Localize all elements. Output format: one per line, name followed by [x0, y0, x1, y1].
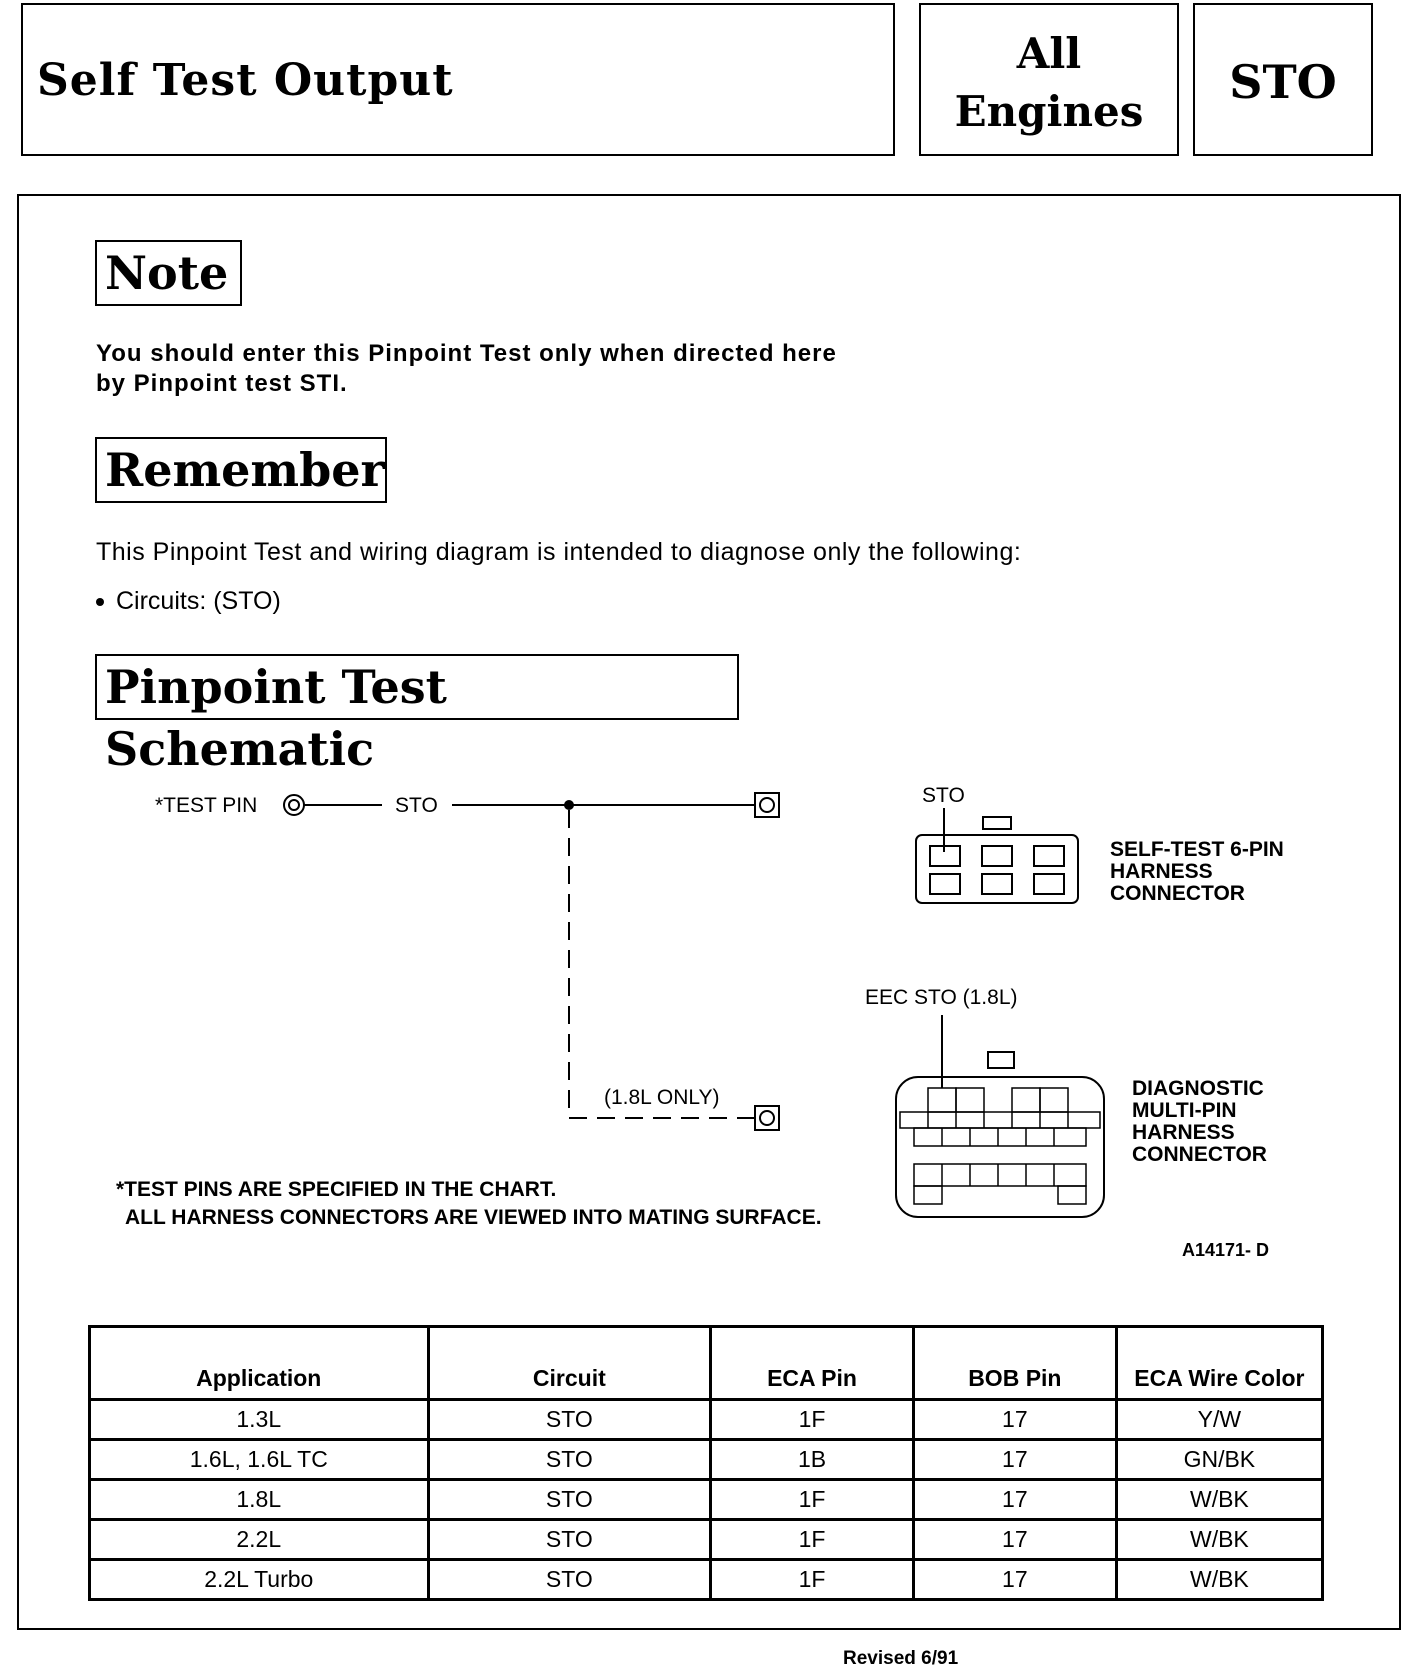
cell-application: 1.3L [90, 1400, 429, 1440]
test-pin-label: *TEST PIN [155, 794, 258, 817]
cell-circuit: STO [428, 1480, 711, 1520]
footnote-line-2: ALL HARNESS CONNECTORS ARE VIEWED INTO MATING SURFACE. [125, 1206, 822, 1229]
table-row [90, 1400, 1323, 1440]
cell-bob-pin: 17 [913, 1520, 1116, 1560]
diagnostic-connector-icon [896, 1052, 1104, 1217]
table-header-row [90, 1327, 1323, 1400]
dashed-branch-wire [569, 810, 755, 1118]
schematic-heading: Pinpoint Test Schematic [95, 654, 739, 720]
pin-chart-table [88, 1325, 1324, 1601]
cell-circuit: STO [428, 1400, 711, 1440]
table-row [90, 1440, 1323, 1480]
engines-label: All Engines [954, 29, 1144, 136]
connector1-name-line-1: SELF-TEST 6-PIN [1110, 838, 1284, 861]
cell-application: 2.2L Turbo [90, 1560, 429, 1600]
connector2-name-line-1: DIAGNOSTIC [1132, 1077, 1264, 1100]
table-row [90, 1520, 1323, 1560]
note-heading: Note [95, 240, 242, 306]
col-eca-pin: ECA Pin [711, 1327, 914, 1400]
note-text-line-1: You should enter this Pinpoint Test only when directed here [96, 340, 837, 367]
connector1-sto-label: STO [922, 784, 965, 807]
col-application: Application [90, 1327, 429, 1400]
connector2-sto-label: EEC STO (1.8L) [865, 986, 1018, 1009]
self-test-connector-icon [916, 817, 1078, 903]
connector1-name-line-3: CONNECTOR [1110, 882, 1245, 905]
wire-junction-dot [564, 800, 574, 810]
cell-circuit: STO [428, 1560, 711, 1600]
cell-bob-pin: 17 [913, 1560, 1116, 1600]
figure-id: A14171- D [1182, 1240, 1270, 1260]
only-label: (1.8L ONLY) [604, 1086, 720, 1109]
cell-bob-pin: 17 [913, 1440, 1116, 1480]
cell-application: 1.6L, 1.6L TC [90, 1440, 429, 1480]
remember-heading: Remember [95, 437, 387, 503]
cell-eca-pin: 1F [711, 1400, 914, 1440]
footnote-line-1: *TEST PINS ARE SPECIFIED IN THE CHART. [116, 1178, 557, 1201]
cell-circuit: STO [428, 1440, 711, 1480]
page-title: Self Test Output [37, 55, 454, 106]
test-code: STO [1229, 55, 1337, 109]
cell-wire-color: W/BK [1116, 1520, 1322, 1560]
remember-bullet-text: Circuits: (STO) [116, 587, 281, 615]
cell-application: 1.8L [90, 1480, 429, 1520]
remember-text: This Pinpoint Test and wiring diagram is intended to diagnose only the following: [96, 538, 1022, 566]
cell-wire-color: W/BK [1116, 1560, 1322, 1600]
cell-application: 2.2L [90, 1520, 429, 1560]
cell-eca-pin: 1F [711, 1520, 914, 1560]
revision-footer: Revised 6/91 [843, 1648, 959, 1669]
cell-wire-color: GN/BK [1116, 1440, 1322, 1480]
cell-wire-color: W/BK [1116, 1480, 1322, 1520]
connector1-name-line-2: HARNESS [1110, 860, 1213, 883]
test-pin-icon [284, 795, 304, 815]
cell-eca-pin: 1F [711, 1480, 914, 1520]
cell-bob-pin: 17 [913, 1480, 1116, 1520]
table-row [90, 1560, 1323, 1600]
connector-terminal-icon [755, 793, 779, 817]
col-eca-wire-color: ECA Wire Color [1116, 1327, 1322, 1400]
cell-wire-color: Y/W [1116, 1400, 1322, 1440]
cell-eca-pin: 1B [711, 1440, 914, 1480]
sto-wire-label: STO [395, 794, 438, 817]
cell-eca-pin: 1F [711, 1560, 914, 1600]
connector2-name-line-4: CONNECTOR [1132, 1143, 1267, 1166]
cell-circuit: STO [428, 1520, 711, 1560]
connector2-name-line-3: HARNESS [1132, 1121, 1235, 1144]
col-circuit: Circuit [428, 1327, 711, 1400]
col-bob-pin: BOB Pin [913, 1327, 1116, 1400]
connector2-name-line-2: MULTI-PIN [1132, 1099, 1237, 1122]
cell-bob-pin: 17 [913, 1400, 1116, 1440]
note-text-line-2: by Pinpoint test STI. [96, 370, 348, 397]
table-row [90, 1480, 1323, 1520]
connector-terminal-icon-2 [755, 1106, 779, 1130]
